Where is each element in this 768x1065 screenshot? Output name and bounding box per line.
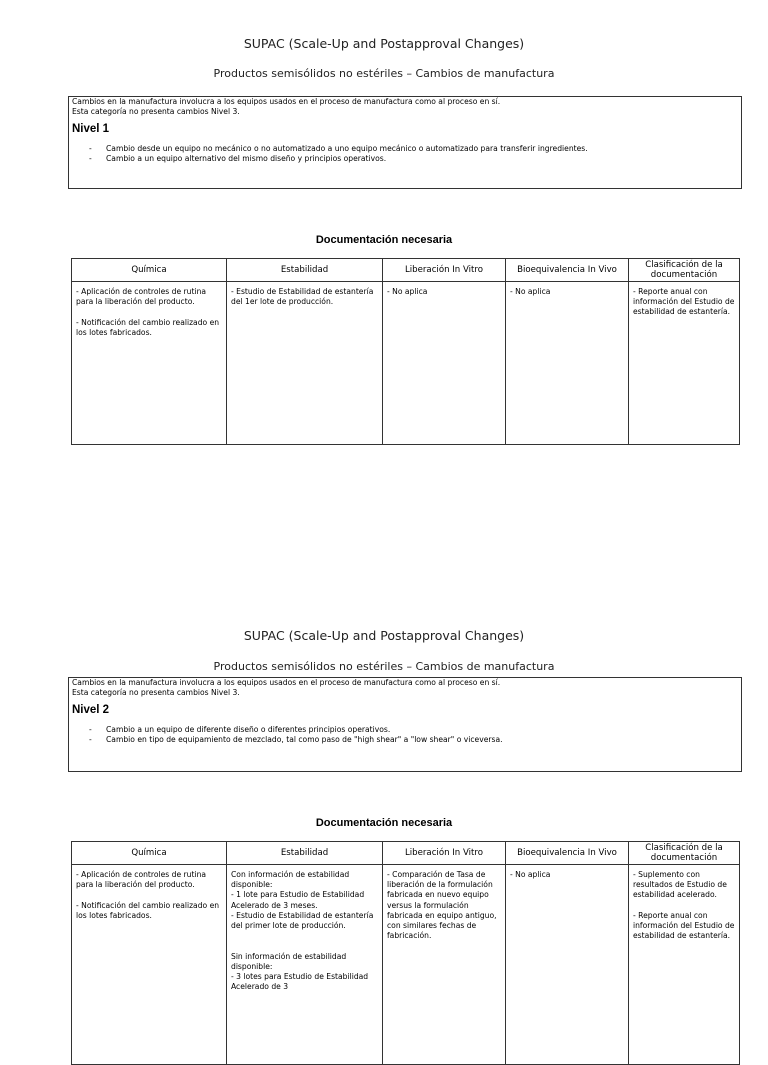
intro-text: Cambios en la manufactura involucra a los equipos usados en el proceso de manufactura como al proceso en sí. bbox=[72, 678, 501, 687]
column-header: Liberación In Vitro bbox=[383, 259, 506, 282]
table-cell: - Aplicación de controles de rutina para la liberación del producto. - Notificación del cambio realizado en los lotes fabricados. bbox=[72, 282, 227, 445]
column-header: Estabilidad bbox=[227, 842, 383, 865]
table-cell: Con información de estabilidad disponible: - 1 lote para Estudio de Estabilidad Acelerado de 3 meses. - Estudio de Estabilidad de estantería del primer lote de producción. Sin información de estabilidad disponible: - 3 lotes para Estudio de Estabilidad Acelerado de 3 bbox=[227, 865, 383, 1065]
doc-heading: Documentación necesaria bbox=[315, 817, 453, 829]
table-row bbox=[72, 282, 740, 445]
table-cell: - Aplicación de controles de rutina para la liberación del producto. - Notificación del cambio realizado en los lotes fabricados. bbox=[72, 865, 227, 1065]
column-header: Química bbox=[72, 259, 227, 282]
documentation-table-2 bbox=[71, 841, 740, 1065]
change-item: - Cambio a un equipo de diferente diseño o diferentes principios operativos. bbox=[72, 725, 738, 735]
table-cell: - No aplica bbox=[506, 282, 629, 445]
level-heading: Nivel 2 bbox=[72, 704, 110, 716]
change-list bbox=[72, 725, 738, 745]
page-title-1: SUPAC (Scale-Up and Postapproval Changes) bbox=[243, 36, 525, 51]
column-header: Clasificación de la documentación bbox=[629, 259, 740, 282]
table-cell: - Suplemento con resultados de Estudio de estabilidad acelerado. - Reporte anual con información del Estudio de estabilidad de estantería. bbox=[629, 865, 740, 1065]
table-cell: - No aplica bbox=[383, 282, 506, 445]
table-header-row bbox=[72, 842, 740, 865]
column-header: Clasificación de la documentación bbox=[629, 842, 740, 865]
column-header: Bioequivalencia In Vivo bbox=[506, 259, 629, 282]
change-item: - Cambio a un equipo alternativo del mismo diseño y principios operativos. bbox=[72, 154, 738, 164]
column-header: Bioequivalencia In Vivo bbox=[506, 842, 629, 865]
documentation-table-1 bbox=[71, 258, 740, 445]
change-item: - Cambio en tipo de equipamiento de mezclado, tal como paso de "high shear" a "low shear" o viceversa. bbox=[72, 735, 738, 745]
page-subtitle-2: Productos semisólidos no estériles – Cambios de manufactura bbox=[213, 660, 555, 673]
level-heading: Nivel 1 bbox=[72, 123, 110, 135]
table-header-row bbox=[72, 259, 740, 282]
table-cell: - Reporte anual con información del Estudio de estabilidad de estantería. bbox=[629, 282, 740, 445]
change-item: - Cambio desde un equipo no mecánico o no automatizado a uno equipo mecánico o automatizado para transferir ingredientes. bbox=[72, 144, 738, 154]
table-cell: - Estudio de Estabilidad de estantería del 1er lote de producción. bbox=[227, 282, 383, 445]
column-header: Estabilidad bbox=[227, 259, 383, 282]
intro-text: Esta categoría no presenta cambios Nivel 3. bbox=[72, 688, 240, 697]
change-description-box-2 bbox=[68, 677, 742, 772]
page-title-2: SUPAC (Scale-Up and Postapproval Changes) bbox=[243, 628, 525, 643]
doc-heading: Documentación necesaria bbox=[315, 234, 453, 246]
column-header: Química bbox=[72, 842, 227, 865]
column-header: Liberación In Vitro bbox=[383, 842, 506, 865]
intro-text: Esta categoría no presenta cambios Nivel 3. bbox=[72, 107, 240, 116]
table-cell: - Comparación de Tasa de liberación de la formulación fabricada en nuevo equipo versus la formulación fabricada en equipo antiguo, con similares fechas de fabricación. bbox=[383, 865, 506, 1065]
table-cell: - No aplica bbox=[506, 865, 629, 1065]
intro-text: Cambios en la manufactura involucra a los equipos usados en el proceso de manufactura como al proceso en sí. bbox=[72, 97, 501, 106]
page-subtitle-1: Productos semisólidos no estériles – Cambios de manufactura bbox=[213, 67, 555, 80]
change-description-box-1 bbox=[68, 96, 742, 189]
change-list bbox=[72, 144, 738, 164]
table-row bbox=[72, 865, 740, 1065]
